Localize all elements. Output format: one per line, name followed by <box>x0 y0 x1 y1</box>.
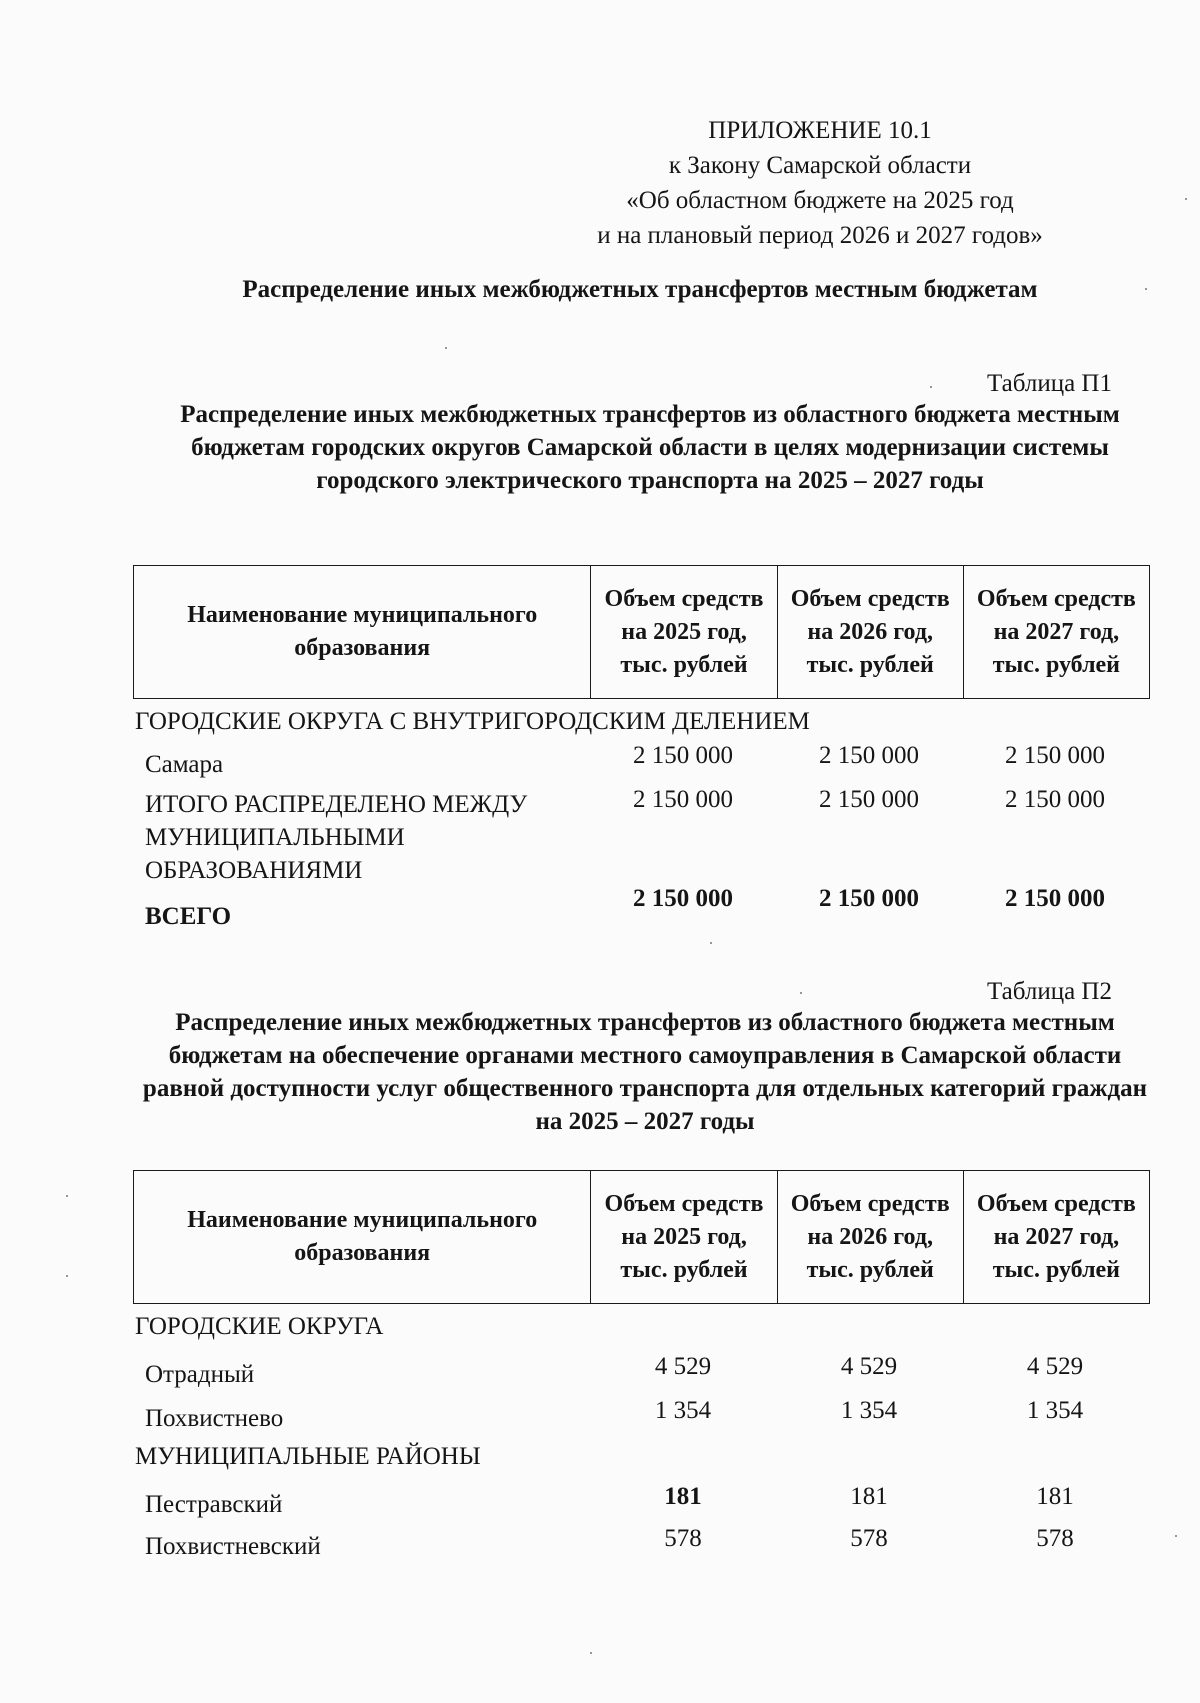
header-name: Наименование муниципального образования <box>134 1171 591 1304</box>
value-2026: 181 <box>850 1483 888 1510</box>
appendix-header <box>560 113 1080 253</box>
value-2026: 2 150 000 <box>819 742 919 769</box>
value-2027: 181 <box>1036 1483 1074 1510</box>
scan-speck <box>66 1275 68 1277</box>
header-2025: Объем средств на 2025 год, тыс. рублей <box>591 1171 777 1304</box>
appendix-law-title: «Об областном бюджете на 2025 год <box>626 187 1014 214</box>
header-2027: Объем средств на 2027 год, тыс. рублей <box>963 566 1149 699</box>
scan-speck <box>590 1652 592 1654</box>
value-2025: 578 <box>664 1525 702 1552</box>
table2-header <box>133 1170 1150 1304</box>
appendix-period: и на плановый период 2026 и 2027 годов» <box>597 222 1043 249</box>
header-2027: Объем средств на 2027 год, тыс. рублей <box>963 1171 1149 1304</box>
header-2026: Объем средств на 2026 год, тыс. рублей <box>777 566 963 699</box>
table1-title: Распределение иных межбюджетных трансфертов из областного бюджета местным бюджетам городских округов Самарской области в целях модернизации системы городского электрического транспорта на 2025 – 2027 годы <box>180 401 1120 494</box>
value-2026: 2 150 000 <box>819 885 919 912</box>
table2-section-districts: МУНИЦИПАЛЬНЫЕ РАЙОНЫ <box>135 1443 481 1470</box>
table1-header <box>133 565 1150 699</box>
scan-speck <box>930 386 932 388</box>
row-name: ВСЕГО <box>145 903 232 930</box>
scan-speck <box>710 942 712 944</box>
appendix-law: к Закону Самарской области <box>668 152 972 179</box>
value-2026: 2 150 000 <box>819 786 919 813</box>
scan-speck <box>800 992 802 994</box>
value-2025: 2 150 000 <box>633 742 733 769</box>
value-2025: 1 354 <box>654 1397 712 1424</box>
value-2025: 4 529 <box>654 1353 712 1380</box>
row-name: Отрадный <box>145 1361 255 1388</box>
value-2026: 4 529 <box>840 1353 898 1380</box>
value-2027: 2 150 000 <box>1005 786 1105 813</box>
appendix-number: ПРИЛОЖЕНИЕ 10.1 <box>708 117 932 144</box>
row-name: ИТОГО РАСПРЕДЕЛЕНО МЕЖДУ МУНИЦИПАЛЬНЫМИ ОБРАЗОВАНИЯМИ <box>145 791 528 884</box>
value-2025: 181 <box>664 1483 702 1510</box>
value-2027: 578 <box>1036 1525 1074 1552</box>
row-name: Пестравский <box>145 1491 283 1518</box>
value-2025: 2 150 000 <box>633 885 733 912</box>
scan-speck <box>1175 1535 1177 1537</box>
value-2027: 1 354 <box>1026 1397 1084 1424</box>
row-name: Похвистнево <box>145 1405 284 1432</box>
table2-title: Распределение иных межбюджетных трансфертов из областного бюджета местным бюджетам на обеспечение органами местного самоуправления в Самарской области равной доступности услуг общественного транспорта для отдельных категорий граждан на 2025 – 2027 годы <box>142 1009 1148 1135</box>
row-name: Самара <box>145 751 224 778</box>
value-2027: 2 150 000 <box>1005 885 1105 912</box>
scan-speck <box>1145 288 1147 290</box>
value-2025: 2 150 000 <box>633 786 733 813</box>
table1-section: ГОРОДСКИЕ ОКРУГА С ВНУТРИГОРОДСКИМ ДЕЛЕНИЕМ <box>135 708 810 735</box>
scan-speck <box>1185 198 1187 200</box>
value-2026: 578 <box>850 1525 888 1552</box>
scan-speck <box>445 347 447 349</box>
value-2027: 4 529 <box>1026 1353 1084 1380</box>
value-2026: 1 354 <box>840 1397 898 1424</box>
table1-label: Таблица П1 <box>987 370 1112 397</box>
scan-speck <box>66 1195 68 1197</box>
header-2026: Объем средств на 2026 год, тыс. рублей <box>777 1171 963 1304</box>
page-title: Распределение иных межбюджетных трансфертов местным бюджетам <box>242 276 1038 303</box>
header-2025: Объем средств на 2025 год, тыс. рублей <box>591 566 777 699</box>
header-name: Наименование муниципального образования <box>134 566 591 699</box>
table2-section-urban: ГОРОДСКИЕ ОКРУГА <box>135 1313 384 1340</box>
row-name: Похвистневский <box>145 1533 321 1560</box>
table2-label: Таблица П2 <box>987 978 1112 1005</box>
value-2027: 2 150 000 <box>1005 742 1105 769</box>
